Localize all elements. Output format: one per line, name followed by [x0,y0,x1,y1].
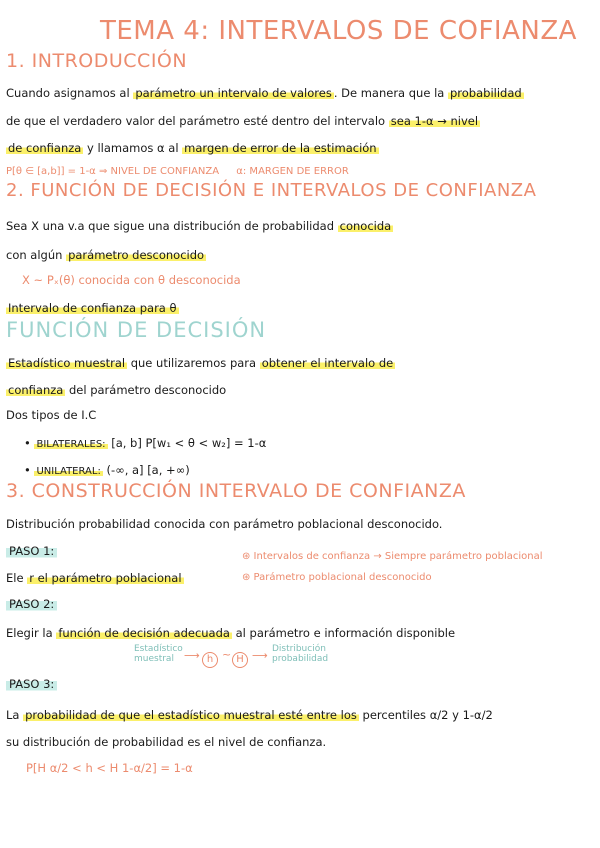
s2-p2-b: parámetro desconocido [68,248,205,262]
s2-p5-a: confianza [8,383,64,397]
page-title: TEMA 4: INTERVALOS DE COFIANZA [100,16,577,46]
s3-formula: P[H α/2 < h < H 1-α/2] = 1-α [26,761,193,775]
bullet-dot-icon: • [24,436,31,450]
s2-line-2 [6,248,206,262]
s2-line-6: Dos tipos de I.C [6,408,97,422]
s2-bullet1-label: BILATERALES: [36,439,106,450]
flow-h-circle [202,647,218,668]
s2-bullet2-label: UNILATERAL: [36,466,101,477]
s1-p1-c: . De manera que la [333,86,448,100]
s2-bullet-2 [24,463,190,477]
flow-H-circle [232,647,248,668]
section-1-heading: 1. INTRODUCCIÓN [6,50,188,72]
s1-p1-b: parámetro un intervalo de valores [135,86,332,100]
s3-step3-c: percentiles α/2 y 1-α/2 [358,708,493,722]
s3-step2-b: función de decisión adecuada [58,626,230,640]
s3-note-1: ⊛ Intervalos de confianza → Siempre parámetro poblacional [242,551,543,562]
s2-subheading: FUNCIÓN DE DECISIÓN [6,318,267,342]
s2-formula: X ~ Pₓ(θ) conocida con θ desconocida [22,273,241,287]
s2-p3: Intervalo de confianza para θ [8,301,177,315]
s1-line-2 [6,114,480,128]
s3-step1-text [6,571,184,585]
s3-step1-b: r el parámetro poblacional [29,571,182,585]
flow-left-line-2: muestral [134,654,174,664]
s3-step3-text-2: su distribución de probabilidad es el nivel de confianza. [6,735,327,749]
flow-arrow-1-icon: ⟶ [184,649,200,662]
s1-p1-a: Cuando asignamos al [6,86,134,100]
s3-step1-label [6,544,57,558]
s3-step3-b: probabilidad de que el estadístico muestral esté entre los [25,708,357,722]
s2-bullet1-text: [a, b] P[w₁ < θ < w₂] = 1-α [107,436,267,450]
s2-p2-a: con algún [6,248,67,262]
flow-left-line-1: Estadístico [134,644,183,654]
s3-intro: Distribución probabilidad conocida con parámetro poblacional desconocido. [6,517,443,531]
s3-step2-c: al parámetro e información disponible [231,626,456,640]
s3-step2-a: Elegir la [6,626,57,640]
s1-line-1 [6,86,524,100]
s1-line-3 [6,141,379,155]
s1-formula [6,166,349,177]
s2-line-3 [6,301,179,315]
step1-badge: PASO 1: [6,544,57,558]
s2-line-5 [6,383,226,397]
s3-step2-label [6,597,57,611]
s2-p4-a: Estadístico muestral [8,356,126,370]
bullet-dot-icon: • [24,463,31,477]
flow-arrow-2-icon: ⟶ [252,649,268,662]
s1-p3-a: de confianza [8,141,82,155]
flow-h: h [202,652,218,668]
s1-p2-a: de que el verdadero valor del parámetro esté dentro del intervalo [6,114,389,128]
flow-left-label [134,644,183,664]
s2-bullet2-text: (-∞, a] [a, +∞) [102,463,190,477]
s2-p4-b: que utilizaremos para [127,356,260,370]
s1-formula-a: P[θ ∈ [a,b]] = 1-α ⇒ NIVEL DE CONFIANZA [6,166,220,177]
s2-p5-b: del parámetro desconocido [65,383,227,397]
s1-p1-d: probabilidad [449,86,522,100]
s3-step2-text [6,626,455,640]
s1-formula-b: α: MARGEN DE ERROR [236,166,349,177]
s1-p2-b: sea 1-α → nivel [390,114,479,128]
s3-step3-label [6,677,57,691]
s2-p1-a: Sea X una v.a que sigue una distribución de probabilidad [6,219,338,233]
flow-right-line-2: probabilidad [272,654,329,664]
step2-badge: PASO 2: [6,597,57,611]
s3-step1-a: Ele [6,571,28,585]
s2-line-1 [6,219,393,233]
s3-note-2: ⊛ Parámetro poblacional desconocido [242,572,432,583]
step3-badge: PASO 3: [6,677,57,691]
s2-bullet-1 [24,436,266,450]
flow-right-line-1: Distribución [272,644,326,654]
flow-H: H [232,652,248,668]
s1-p3-c: margen de error de la estimación [184,141,377,155]
s2-p4-c: obtener el intervalo de [261,356,394,370]
flow-tilde: ~ [222,648,232,661]
flow-right-label [272,644,328,664]
s1-p3-b: y llamamos α al [83,141,183,155]
s3-step3-text [6,708,493,722]
s2-line-4 [6,356,395,370]
s2-p1-b: conocida [339,219,392,233]
s3-step3-a: La [6,708,24,722]
section-2-heading: 2. FUNCIÓN DE DECISIÓN E INTERVALOS DE CONFIANZA [6,180,537,201]
section-3-heading: 3. CONSTRUCCIÓN INTERVALO DE CONFIANZA [6,480,466,502]
